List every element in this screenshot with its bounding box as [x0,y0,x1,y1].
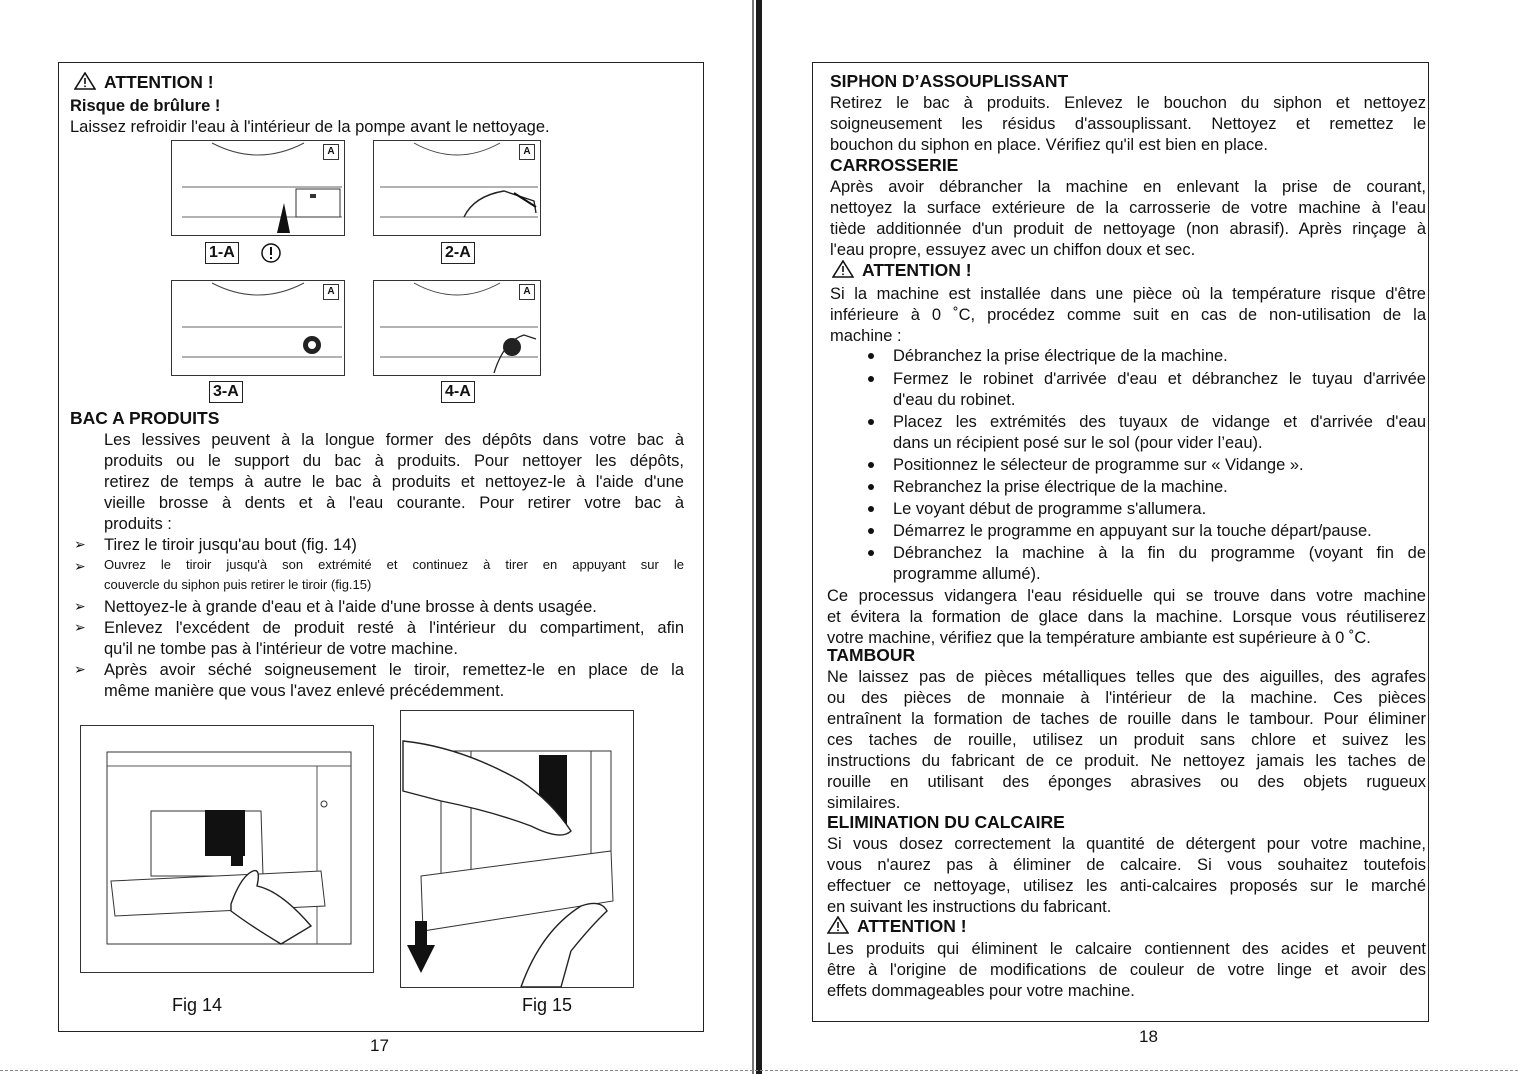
attention-line: effets dommageables pour votre machine. [827,982,1135,1000]
arrow-bullet-icon: ➢ [74,536,86,552]
figure-3a-label [209,381,243,403]
process-line: votre machine, vérifiez que la température ambiante est supérieure à 0 ˚C. [827,629,1371,647]
figure-1a [171,140,345,236]
bullet-line: d'eau du robinet. [893,391,1016,409]
figure-3a [171,280,345,376]
pump-panel-illustration [172,141,344,235]
tambour-line: Ne laissez pas de pièces métalliques telles que des aiguilles, des agrafes [827,668,1426,686]
bullet-line: Placez les extrémités des tuyaux de vidange et d'arrivée d'eau [893,413,1426,431]
warning-circle-icon [259,241,283,265]
corner-label: A [519,284,535,300]
figure-4a-label [441,381,475,403]
bac-paragraph-line: vieille brosse à dents et à l'eau courante. Pour retirer votre bac à [104,494,684,512]
attention-heading [832,260,972,281]
fig-label-text: 3-A [213,383,239,400]
tambour-line: entraînent la formation de taches de rouille dans le tambour. Pour éliminer [827,710,1426,728]
process-line: Ce processus vidangera l'eau résiduelle qui se trouve dans votre machine [827,587,1426,605]
attention-heading [827,916,967,937]
figure-15-caption: Fig 15 [522,995,573,1015]
attention-line: Si la machine est installée dans une pièce où la température risque d'être [830,285,1426,303]
bullet-dot [868,506,874,512]
bullet-line: Débranchez la machine à la fin du programme (voyant fin de [893,544,1426,562]
figure-1a-label [205,242,239,264]
bullet-dot [868,484,874,490]
bullet-dot [868,376,874,382]
carrosserie-line: nettoyez la surface extérieure de la carrosserie de votre machine à l'eau [830,199,1426,217]
warning-triangle-icon [74,72,96,90]
attention-title: ATTENTION ! [862,260,972,280]
page-number-right: 18 [1139,1027,1158,1046]
bullet-dot [868,528,874,534]
arrow-bullet-icon: ➢ [74,558,86,574]
pump-filter-illustration [172,281,344,375]
tambour-line: similaires. [827,794,901,812]
tambour-title: TAMBOUR [827,645,916,665]
calcaire-line: en suivant les instructions du fabricant. [827,898,1112,916]
figure-14-caption: Fig 14 [172,995,223,1015]
carrosserie-line: tiède additionnée d'un produit de nettoyage (non abrasif). Après rinçage à [830,220,1426,238]
step-line: couvercle du siphon puis retirer le tiroir (fig.15) [104,577,372,592]
attention-line: inférieure à 0 ˚C, procédez comme suit en cas de non-utilisation de la [830,306,1426,324]
carrosserie-line: l'eau propre, essuyez avec un chiffon doux et sec. [830,241,1196,259]
tambour-line: ces taches de rouille, utilisez un produit sans chlore et suivez les [827,731,1426,749]
siphon-line: soigneusement les résidus d'assouplissant. Nettoyez et remettez le [830,115,1426,133]
figure-2a-label [441,242,475,264]
attention-title: ATTENTION ! [104,72,214,92]
bullet-line: programme allumé). [893,565,1041,583]
bullet-dot [868,462,874,468]
bullet-line: Le voyant début de programme s'allumera. [893,500,1207,518]
step-line: Tirez le tiroir jusqu'au bout (fig. 14) [104,536,357,554]
fig-label-text: 1-A [209,244,235,261]
carrosserie-title: CARROSSERIE [830,155,959,175]
fig-label-text: 2-A [445,244,471,261]
figure-15 [400,710,634,988]
figure-14 [80,725,374,973]
bac-paragraph-line: retirez de temps à autre le bac à produits et nettoyez-le à l'aide d'une [104,473,684,491]
attention-line: Les produits qui éliminent le calcaire contiennent des acides et peuvent [827,940,1426,958]
book-spine [756,0,762,1074]
process-line: et évitera la formation de glace dans la machine. Lorsque vous réutiliserez [827,608,1426,626]
arrow-bullet-icon: ➢ [74,598,86,614]
page-number-left: 17 [370,1036,389,1055]
scan-edge [0,1070,1518,1071]
bullet-line: dans un récipient posé sur le sol (pour vider l’eau). [893,434,1263,452]
arrow-bullet-icon: ➢ [74,661,86,677]
bullet-dot [868,353,874,359]
page-gutter [752,0,754,1074]
siphon-line: bouchon du siphon en place. Vérifiez qu'il est bien en place. [830,136,1268,154]
bac-paragraph-line: produits : [104,515,172,533]
step-line: Ouvrez le tiroir jusqu'à son extrémité et continuez à tirer en appuyant sur le [104,557,684,572]
attention-line: machine : [830,327,902,345]
figure-2a [373,140,541,236]
step-line: qu'il ne tombe pas à l'intérieur de votre machine. [104,640,458,658]
calcaire-line: effectuer ce nettoyage, utilisez les anti-calcaires proposés sur le marché [827,877,1426,895]
calcaire-line: vous n'aurez pas à éliminer de calcaire. Si vous souhaitez toutefois [827,856,1426,874]
bullet-line: Positionnez le sélecteur de programme sur « Vidange ». [893,456,1304,474]
attention-line: être à l'origine de modifications de couleur de votre linge et avoir des [827,961,1426,979]
bullet-line: Démarrez le programme en appuyant sur la touche départ/pause. [893,522,1372,540]
siphon-line: Retirez le bac à produits. Enlevez le bouchon du siphon et nettoyez [830,94,1426,112]
corner-label: A [323,144,339,160]
bullet-dot [868,419,874,425]
corner-label: A [323,284,339,300]
step-line: même manière que vous l'avez enlevé précédemment. [104,682,505,700]
hand-on-filter-illustration [374,281,540,375]
bullet-line: Débranchez la prise électrique de la machine. [893,347,1228,365]
fig-label-text: 4-A [445,383,471,400]
bac-section-title: BAC A PRODUITS [70,408,220,428]
bac-paragraph-line: Les lessives peuvent à la longue former des dépôts dans votre bac à [104,431,684,449]
corner-label: A [519,144,535,160]
tambour-line: rouille en utilisant des éponges abrasives ou des objets rugueux [827,773,1426,791]
attention-title: ATTENTION ! [857,916,967,936]
drawer-pull-illustration [81,726,373,972]
step-line: Après avoir séché soigneusement le tiroir, remettez-le en place de la [104,661,684,679]
warning-triangle-icon [827,916,849,934]
figure-4a [373,280,541,376]
arrow-bullet-icon: ➢ [74,619,86,635]
bullet-line: Fermez le robinet d'arrivée d'eau et débranchez le tuyau d'arrivée [893,370,1426,388]
step-line: Enlevez l'excédent de produit resté à l'intérieur du compartiment, afin [104,619,684,637]
burn-risk-title: Risque de brûlure ! [70,97,221,115]
attention-heading [74,72,214,93]
bullet-line: Rebranchez la prise électrique de la machine. [893,478,1228,496]
siphon-title: SIPHON D’ASSOUPLISSANT [830,71,1069,91]
hand-opening-panel-illustration [374,141,540,235]
burn-risk-text: Laissez refroidir l'eau à l'intérieur de la pompe avant le nettoyage. [70,118,550,136]
tambour-line: ou des pièces de monnaie à l'intérieur de la machine. Ces pièces [827,689,1426,707]
step-line: Nettoyez-le à grande d'eau et à l'aide d'une brosse à dents usagée. [104,598,597,616]
calcaire-line: Si vous dosez correctement la quantité de détergent pour votre machine, [827,835,1426,853]
warning-triangle-icon [832,260,854,278]
carrosserie-line: Après avoir débrancher la machine en enlevant la prise de courant, [830,178,1426,196]
bullet-dot [868,550,874,556]
calcaire-title: ELIMINATION DU CALCAIRE [827,812,1065,832]
siphon-press-illustration [401,711,633,987]
bac-paragraph-line: produits ou le support du bac à produits. Pour nettoyer les dépôts, [104,452,684,470]
tambour-line: instructions du fabricant de ce produit. Ne nettoyez jamais les taches de [827,752,1426,770]
